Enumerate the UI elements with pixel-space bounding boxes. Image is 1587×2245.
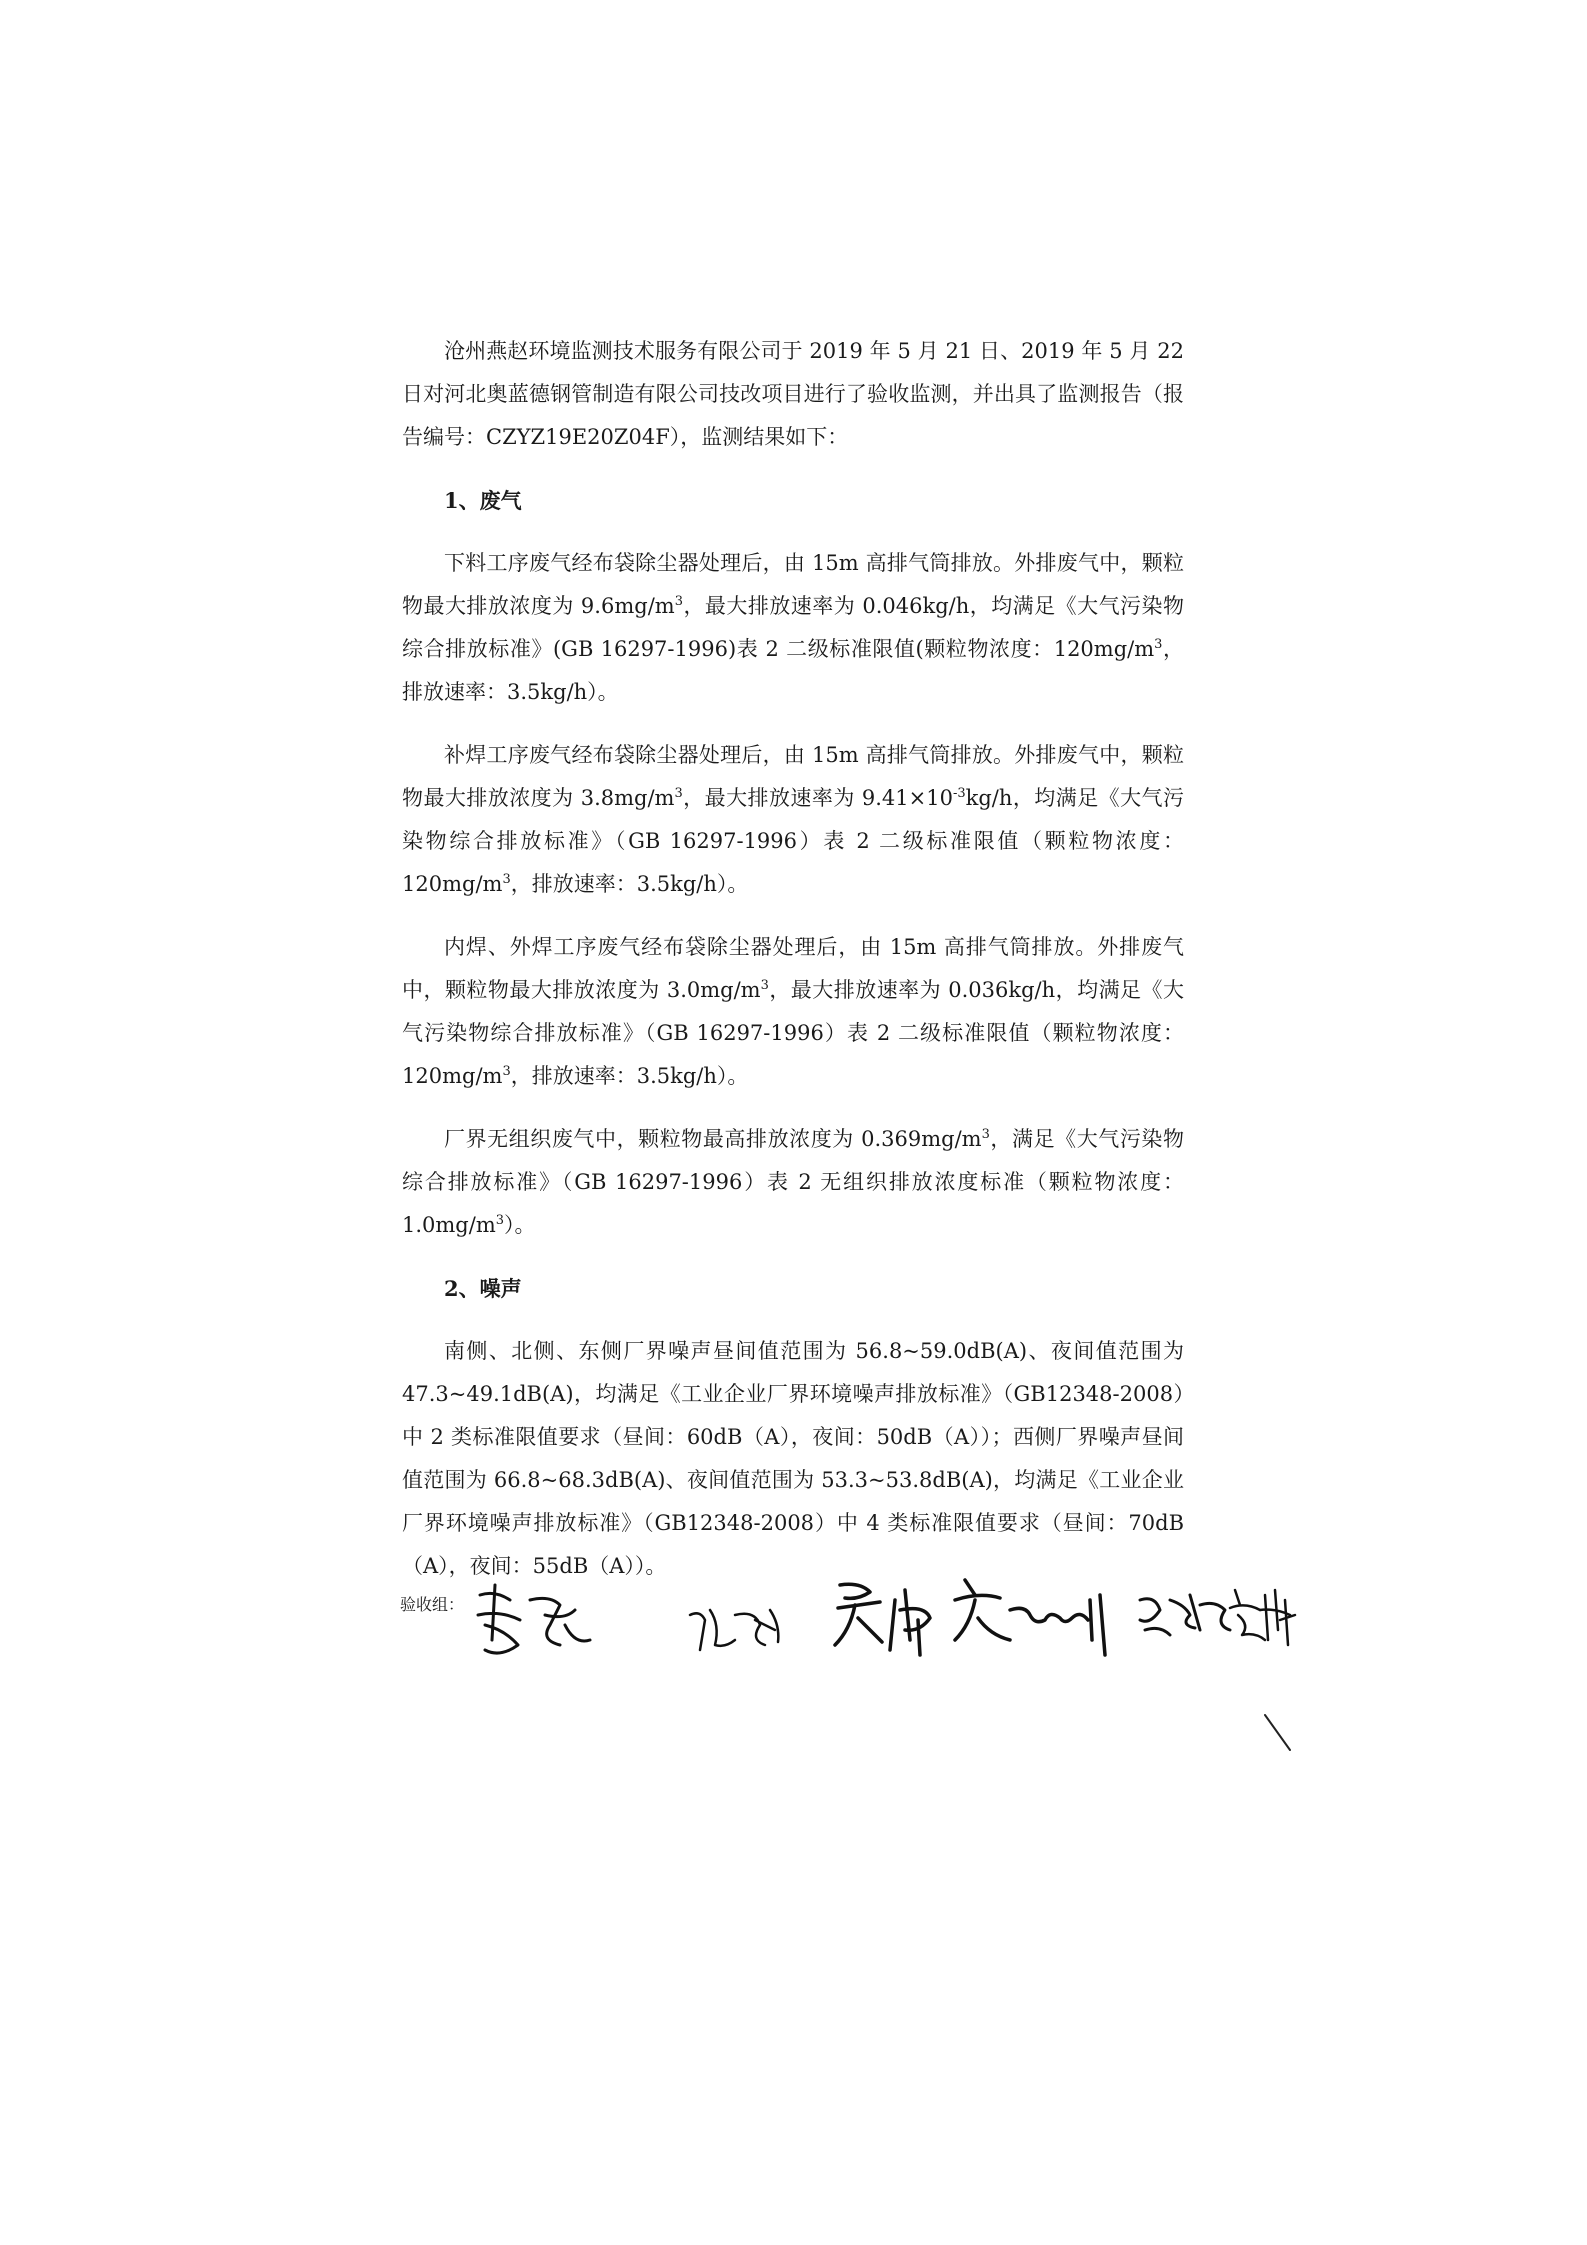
section-heading-noise: 2、噪声 bbox=[444, 1276, 522, 1301]
stray-pen-mark bbox=[1260, 1710, 1300, 1760]
signature-2 bbox=[690, 1610, 778, 1650]
paragraph-noise: 南侧、北侧、东侧厂界噪声昼间值范围为 56.8~59.0dB(A)、夜间值范围为 47.3~49.1dB(A)，均满足《工业企业厂界环境噪声排放标准》（GB12348-2008）中 2 类标准限值要求（昼间：60dB（A），夜间：50dB（A））；西侧厂界噪声昼间值范围为 66.8~68.3dB(A)、夜间值范围为 53.3~53.8dB(A)，均满足《工业企业厂界环境噪声排放标准》（GB12348-2008）中 4 类标准限值要求（昼间：70dB（A），夜间：55dB（A））。 bbox=[402, 1339, 1184, 1578]
paragraph-cutting-exhaust: 下料工序废气经布袋除尘器处理后，由 15m 高排气筒排放。外排废气中，颗粒物最大排放浓度为 $9.6mg/m^3$，最大排放速率为 0.046kg/h，均满足《大气污染物综合排放标准》(GB 16297-1996)表 2 二级标准限值(颗粒物浓度：$120mg/m^3$，排放速率：3.5kg/h）。 bbox=[402, 551, 1185, 704]
signature-1 bbox=[478, 1585, 590, 1653]
section-heading-exhaust: 1、废气 bbox=[444, 488, 522, 513]
paragraph-inner-outer-welding-exhaust: 内焊、外焊工序废气经布袋除尘器处理后，由 15m 高排气筒排放。外排废气中，颗粒物最大排放浓度为 $3.0mg/m^3$，最大排放速率为 0.036kg/h，均满足《大气污染物综合排放标准》（GB 16297-1996）表 2 二级标准限值（颗粒物浓度：$120mg/m^3$，排放速率：3.5kg/h）。 bbox=[402, 935, 1184, 1088]
intro-paragraph: 沧州燕赵环境监测技术服务有限公司于 2019 年 5 月 21 日、2019 年 5 月 22 日对河北奥蓝德钢管制造有限公司技改项目进行了验收监测，并出具了监测报告（报告编号：CZYZ19E20Z04F），监测结果如下： bbox=[402, 339, 1184, 449]
paragraph-fugitive-exhaust: 厂界无组织废气中，颗粒物最高排放浓度为 $0.369mg/m^3$，满足《大气污染物综合排放标准》（GB 16297-1996）表 2 无组织排放浓度标准（颗粒物浓度：$1.0mg/m^3$）。 bbox=[402, 1127, 1185, 1237]
signature-3 bbox=[835, 1584, 930, 1655]
handwritten-signatures bbox=[400, 1570, 1300, 1680]
paragraph-repair-welding-exhaust: 补焊工序废气经布袋除尘器处理后，由 15m 高排气筒排放。外排废气中，颗粒物最大排放浓度为 $3.8mg/m^3$，最大排放速率为 $9.41\times 10^{-3}kg/h$，均满足《大气污染物综合排放标准》（GB 16297-1996）表 2 二级标准限值（颗粒物浓度：$120mg/m^3$，排放速率：3.5kg/h）。 bbox=[402, 743, 1184, 896]
document-body bbox=[402, 330, 1184, 1608]
signature-5 bbox=[1140, 1595, 1230, 1635]
signature-6 bbox=[1230, 1590, 1295, 1645]
signature-4 bbox=[955, 1580, 1105, 1655]
signature-row bbox=[400, 1570, 1300, 1680]
acceptance-group-label: 验收组： bbox=[400, 1595, 465, 1614]
